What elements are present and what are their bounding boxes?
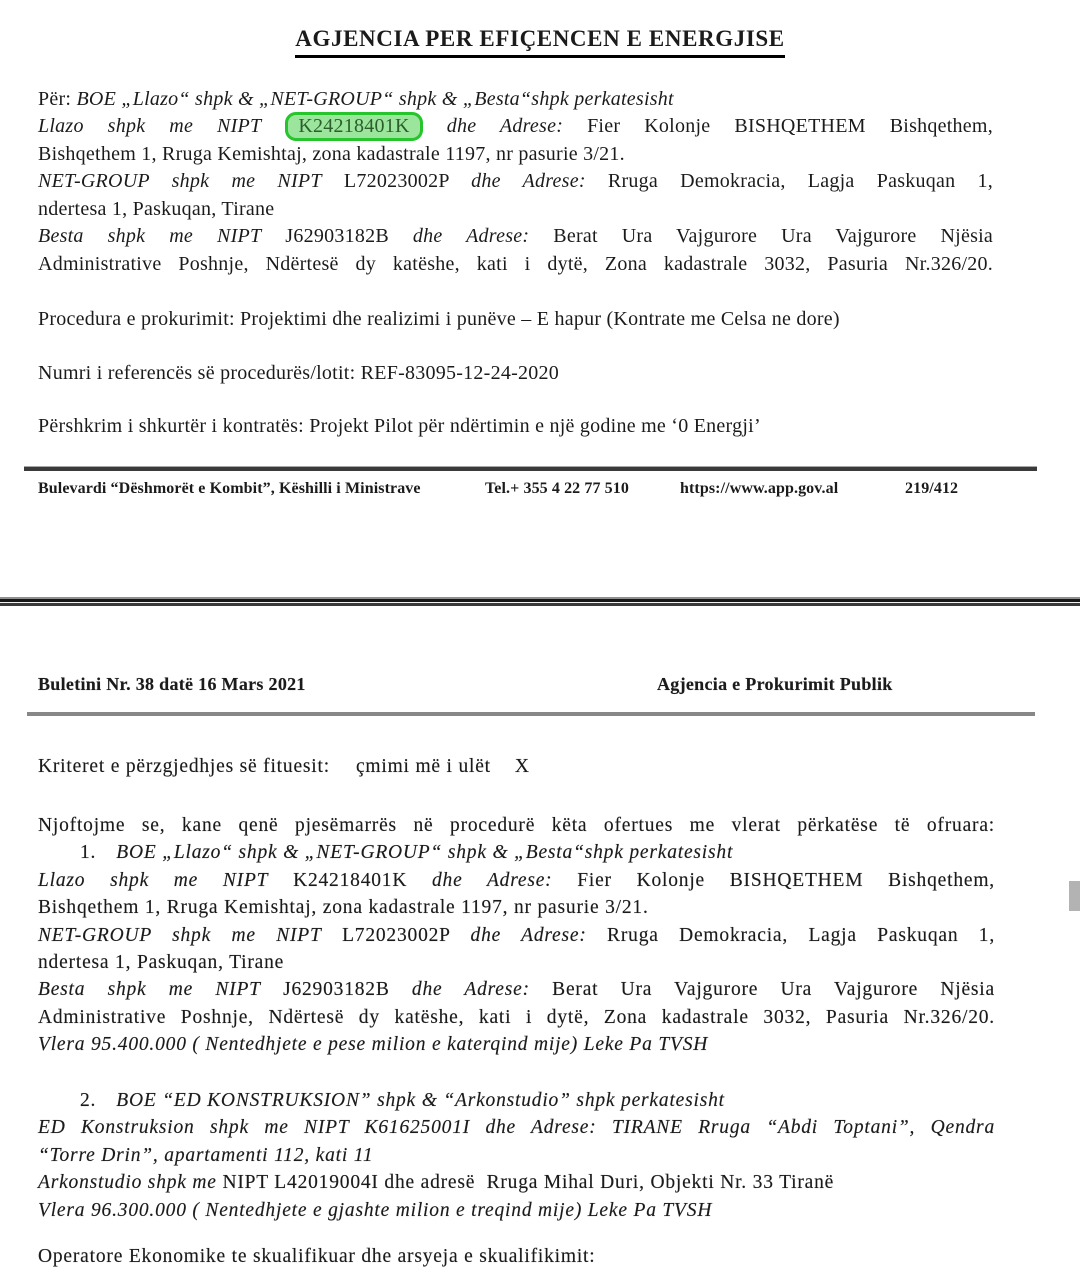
item1-net-line	[38, 922, 995, 949]
agency-name: Agjencia e Prokurimit Publik	[657, 674, 893, 694]
net-address-1: Rruga Demokracia, Lagja Paskuqan 1,	[607, 924, 995, 946]
page2-header-rule	[27, 712, 1035, 716]
procedura-line: Procedura e prokurimit: Projektimi dhe realizimi i punëve – E hapur (Kontrate me Celsa ne dore)	[38, 308, 840, 330]
scrollbar-thumb[interactable]	[1069, 881, 1080, 911]
llazo-lead: Llazo shpk me NIPT	[38, 115, 262, 138]
footer-rule	[24, 466, 1037, 471]
llazo-address-1: Fier Kolonje BISHQETHEM Bishqethem,	[587, 115, 993, 138]
line-llazo-nipt	[38, 113, 993, 140]
net-lead: NET-GROUP shpk me NIPT	[38, 924, 322, 946]
kriteret-value: çmimi më i ulët	[355, 756, 491, 777]
llazo-address-2: Bishqethem 1, Rruga Kemishtaj, zona kadastrale 1197, nr pasurie 3/21.	[38, 142, 625, 165]
kriteret-label: Kriteret e përzgjedhjes së fituesit:	[38, 756, 330, 777]
line-besta-nipt	[38, 223, 993, 250]
net-address-1: Rruga Demokracia, Lagja Paskuqan 1,	[607, 170, 994, 193]
ark-lead: Arkonstudio shpk me	[38, 1172, 217, 1194]
item1-llazo-line	[38, 867, 995, 894]
footer-page-number: 219/412	[905, 480, 959, 497]
for-label: Për:	[38, 88, 72, 110]
net-lead: NET-GROUP shpk me NIPT	[38, 170, 322, 193]
page-title: AGJENCIA PER EFIÇENCEN E ENERGJISE	[295, 26, 784, 58]
llazo-lead: Llazo shpk me NIPT	[38, 869, 269, 891]
besta-address-1: Berat Ura Vajgurore Ura Vajgurore Njësia	[553, 225, 994, 248]
item2-heading	[38, 1088, 995, 1115]
item1-besta-line	[38, 976, 995, 1003]
line-net-nipt	[38, 168, 993, 195]
besta-address-2: Administrative Poshnje, Ndërtesë dy katëshe, kati i dytë, Zona kadastrale 3032, Pasuria Nr.326/20.	[38, 252, 993, 275]
item1-boe: BOE „Llazo“ shpk & „NET-GROUP“ shpk & „Besta“shpk	[116, 842, 624, 864]
nipt-highlight: K24218401K	[285, 112, 422, 141]
item2-ed-line2: “Torre Drin”, apartamenti 112, kati 11	[38, 1144, 374, 1166]
footer-address: Bulevardi “Dëshmorët e Kombit”, Këshilli i Ministrave	[38, 480, 421, 497]
dhe-adrese-label: dhe Adrese:	[446, 115, 564, 138]
item2-ed-line1: ED Konstruksion shpk me NIPT K61625001I dhe Adrese: TIRANE Rruga “Abdi Toptani”, Qendra	[38, 1117, 995, 1139]
item1-number: 1.	[80, 842, 97, 864]
line-boe	[38, 86, 993, 113]
dhe-adrese-label: dhe Adrese:	[412, 225, 530, 248]
participants-block	[38, 812, 995, 1059]
boe-names: BOE „Llazo“ shpk & „NET-GROUP“ shpk & „Besta“shpk perkatesisht	[76, 88, 674, 110]
njoftojme-line: Njoftojme se, kane qenë pjesëmarrës në procedurë këta ofertues me vlerat përkatëse të ofruara:	[38, 815, 995, 836]
ark-rest: NIPT L42019004I dhe adresë Rruga Mihal Duri, Objekti Nr. 33 Tiranë	[222, 1172, 835, 1194]
item1-perkatesisht: perkatesisht	[629, 842, 734, 864]
besta-nipt: J62903182B	[283, 979, 390, 1001]
footer-url: https://www.app.gov.al	[680, 480, 839, 497]
llazo-address-2: Bishqethem 1, Rruga Kemishtaj, zona kadastrale 1197, nr pasurie 3/21.	[38, 897, 649, 919]
bulletin-title: Buletini Nr. 38 datë 16 Mars 2021	[38, 674, 306, 694]
net-nipt: L72023002P	[343, 170, 449, 193]
dhe-adrese-label: dhe Adrese:	[411, 979, 530, 1001]
besta-lead: Besta shpk me NIPT	[38, 225, 262, 248]
title-row	[0, 26, 1080, 58]
pershkrim-line: Përshkrim i shkurtër i kontratës: Projekt Pilot për ndërtimin e një godine me ‘0 Energji’	[38, 415, 761, 437]
llazo-address-1: Fier Kolonje BISHQETHEM Bishqethem,	[577, 869, 995, 891]
net-nipt: L72023002P	[342, 924, 451, 946]
footer-telephone: Tel.+ 355 4 22 77 510	[485, 480, 629, 497]
dhe-adrese-label: dhe Adrese:	[470, 924, 587, 946]
kriteret-line	[38, 756, 995, 778]
dhe-adrese-label: dhe Adrese:	[471, 170, 586, 193]
besta-address-2: Administrative Poshnje, Ndërtesë dy katëshe, kati i dytë, Zona kadastrale 3032, Pasuria Nr.326/20.	[38, 1006, 995, 1028]
item2-number: 2.	[80, 1090, 97, 1111]
besta-nipt: J62903182B	[285, 225, 389, 248]
dhe-adrese-label: dhe Adrese:	[432, 869, 553, 891]
item1-heading	[38, 839, 995, 866]
net-address-2: ndertesa 1, Paskuqan, Tirane	[38, 951, 285, 973]
llazo-nipt: K24218401K	[293, 869, 408, 891]
besta-address-1: Berat Ura Vajgurore Ura Vajgurore Njësia	[552, 979, 995, 1001]
kriteret-mark: X	[514, 756, 530, 777]
item2-ark-line	[38, 1170, 995, 1197]
cutoff-line: Operatore Ekonomike te skualifikuar dhe arsyeja e skualifikimit:	[38, 1246, 596, 1267]
item2-vlera: Vlera 96.300.000 ( Nentedhjete e gjashte milion e treqind mije) Leke Pa TVSH	[38, 1199, 713, 1221]
intro-paragraph	[38, 86, 993, 278]
page-break-rule	[0, 597, 1080, 606]
referenca-line: Numri i referencës së procedurës/lotit: REF-83095-12-24-2020	[38, 362, 559, 384]
besta-lead: Besta shpk me NIPT	[38, 979, 261, 1001]
item2-block	[38, 1088, 995, 1225]
net-address-2: ndertesa 1, Paskuqan, Tirane	[38, 197, 275, 220]
item1-vlera: Vlera 95.400.000 ( Nentedhjete e pese milion e katerqind mije) Leke Pa TVSH	[38, 1034, 709, 1056]
item2-boe: BOE “ED KONSTRUKSION” shpk & “Arkonstudio” shpk perkatesisht	[116, 1090, 725, 1111]
